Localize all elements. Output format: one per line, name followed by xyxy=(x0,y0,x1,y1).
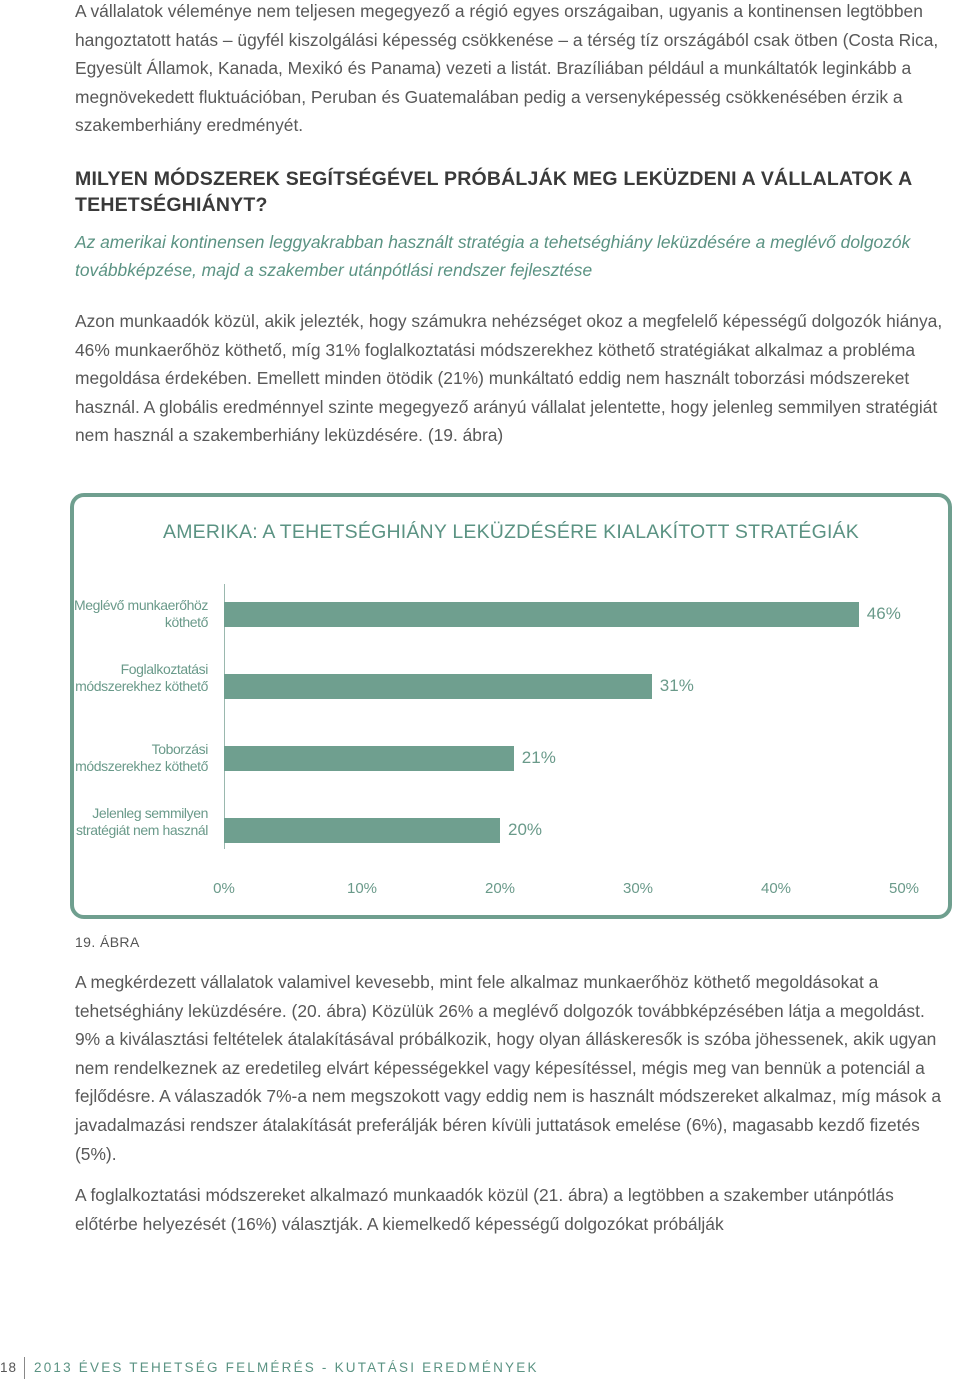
category-label: Toborzási módszerekhez köthető xyxy=(75,741,208,774)
category-label: Jelenleg semmilyen stratégiát nem használ xyxy=(75,804,208,838)
x-tick-label: 40% xyxy=(760,880,792,897)
footer-divider xyxy=(24,1357,25,1379)
page-number: 18 xyxy=(0,1360,18,1375)
chart-bar xyxy=(224,746,514,771)
chart-panel xyxy=(70,493,952,919)
x-tick-label: 20% xyxy=(484,880,516,897)
lead-paragraph: Az amerikai kontinensen leggyakrabban használt stratégia a tehetséghiány leküzdésére a meglévő dolgozók továbbképzése, majd a szakember utánpótlási rendszer fejlesztése xyxy=(75,232,911,280)
bar-value-label: 31% xyxy=(659,676,694,695)
section-heading: MILYEN MÓDSZEREK SEGÍTSÉGÉVEL PRÓBÁLJÁK MEG LEKÜZDENI A VÁLLALATOK A TEHETSÉGHIÁNYT? xyxy=(75,168,912,216)
body-paragraph-2: A megkérdezett vállalatok valamivel kevesebb, mint fele alkalmaz munkaerőhöz köthető megoldásokat a tehetséghiány leküzdésére. (20. ábra) Közülük 26% a meglévő dolgozók továbbképzésében látja a megoldást. 9% a kiválasztási feltételek átalakításával próbálkozik, hogy olyan álláskeresők is szóba jöhessenek, akik ugyan nem rendelkeznek az eredetileg elvárt képességekkel vagy képesítéssel, mégis meg van bennük a potenciál a fejlődésre. A válaszadók 7%-a nem megszokott vagy eddig nem is használt módszereket alkalmaz, míg mások a javadalmazási rendszer átalakítását preferálják béren kívüli juttatások emelése (6%), magasabb kezdő fizetés (5%). xyxy=(75,972,942,1164)
chart-bar xyxy=(224,602,859,627)
figure-label: 19. ÁBRA xyxy=(75,934,140,950)
intro-paragraph: A vállalatok véleménye nem teljesen megegyező a régió egyes országaiban, ugyanis a kontinensen legtöbben hangoztatott hatás – ügyfél kiszolgálási képesség csökkenése – a térség tíz országából csak ötben (Costa Rica, Egyesült Államok, Kanada, Mexikó és Panama) vezeti a listát. Brazíliában például a munkáltatók leginkább a megnövekedett fluktuációban, Peruban és Guatemalában pedig a versenyképesség csökkenésében érzik a szakemberhiány eredményét. xyxy=(75,1,939,136)
x-tick-label: 10% xyxy=(346,880,378,897)
x-tick-label: 30% xyxy=(622,880,654,897)
body-paragraph-1: Azon munkaadók közül, akik jelezték, hogy számukra nehézséget okoz a megfelelő képességű dolgozók hiánya, 46% munkaerőhöz köthető, míg 31% foglalkoztatási módszerekhez köthető stratégiákat alkalmaz a probléma megoldása érdekében. Emellett minden ötödik (21%) munkáltató eddig nem használt toborzási módszereket használ. A globális eredménnyel szinte megegyező arányú vállalat jelentette, hogy jelenleg semmilyen stratégiát nem használ a szakemberhiány leküzdésére. (19. ábra) xyxy=(75,311,943,446)
body-paragraph-3: A foglalkoztatási módszereket alkalmazó munkaadók közül (21. ábra) a legtöbben a szakember utánpótlás előtérbe helyezését (16%) választják. A kiemelkedő képességű dolgozókat próbálják xyxy=(75,1185,894,1234)
bar-value-label: 21% xyxy=(521,748,556,767)
chart-bar xyxy=(224,818,500,843)
chart-title: AMERIKA: A TEHETSÉGHIÁNY LEKÜZDÉSÉRE KIALAKÍTOTT STRATÉGIÁK xyxy=(163,521,859,543)
chart-bar xyxy=(224,674,652,699)
bar-value-label: 20% xyxy=(508,820,543,839)
category-label: Foglalkoztatási módszerekhez köthető xyxy=(75,660,208,694)
category-label: Meglévő munkaerőhöz köthető xyxy=(73,597,208,630)
x-tick-label: 0% xyxy=(213,880,235,897)
footer-title: 2013 ÉVES TEHETSÉG FELMÉRÉS - KUTATÁSI EREDMÉNYEK xyxy=(34,1360,539,1375)
bar-value-label: 46% xyxy=(866,604,901,623)
x-tick-label: 50% xyxy=(888,880,920,897)
